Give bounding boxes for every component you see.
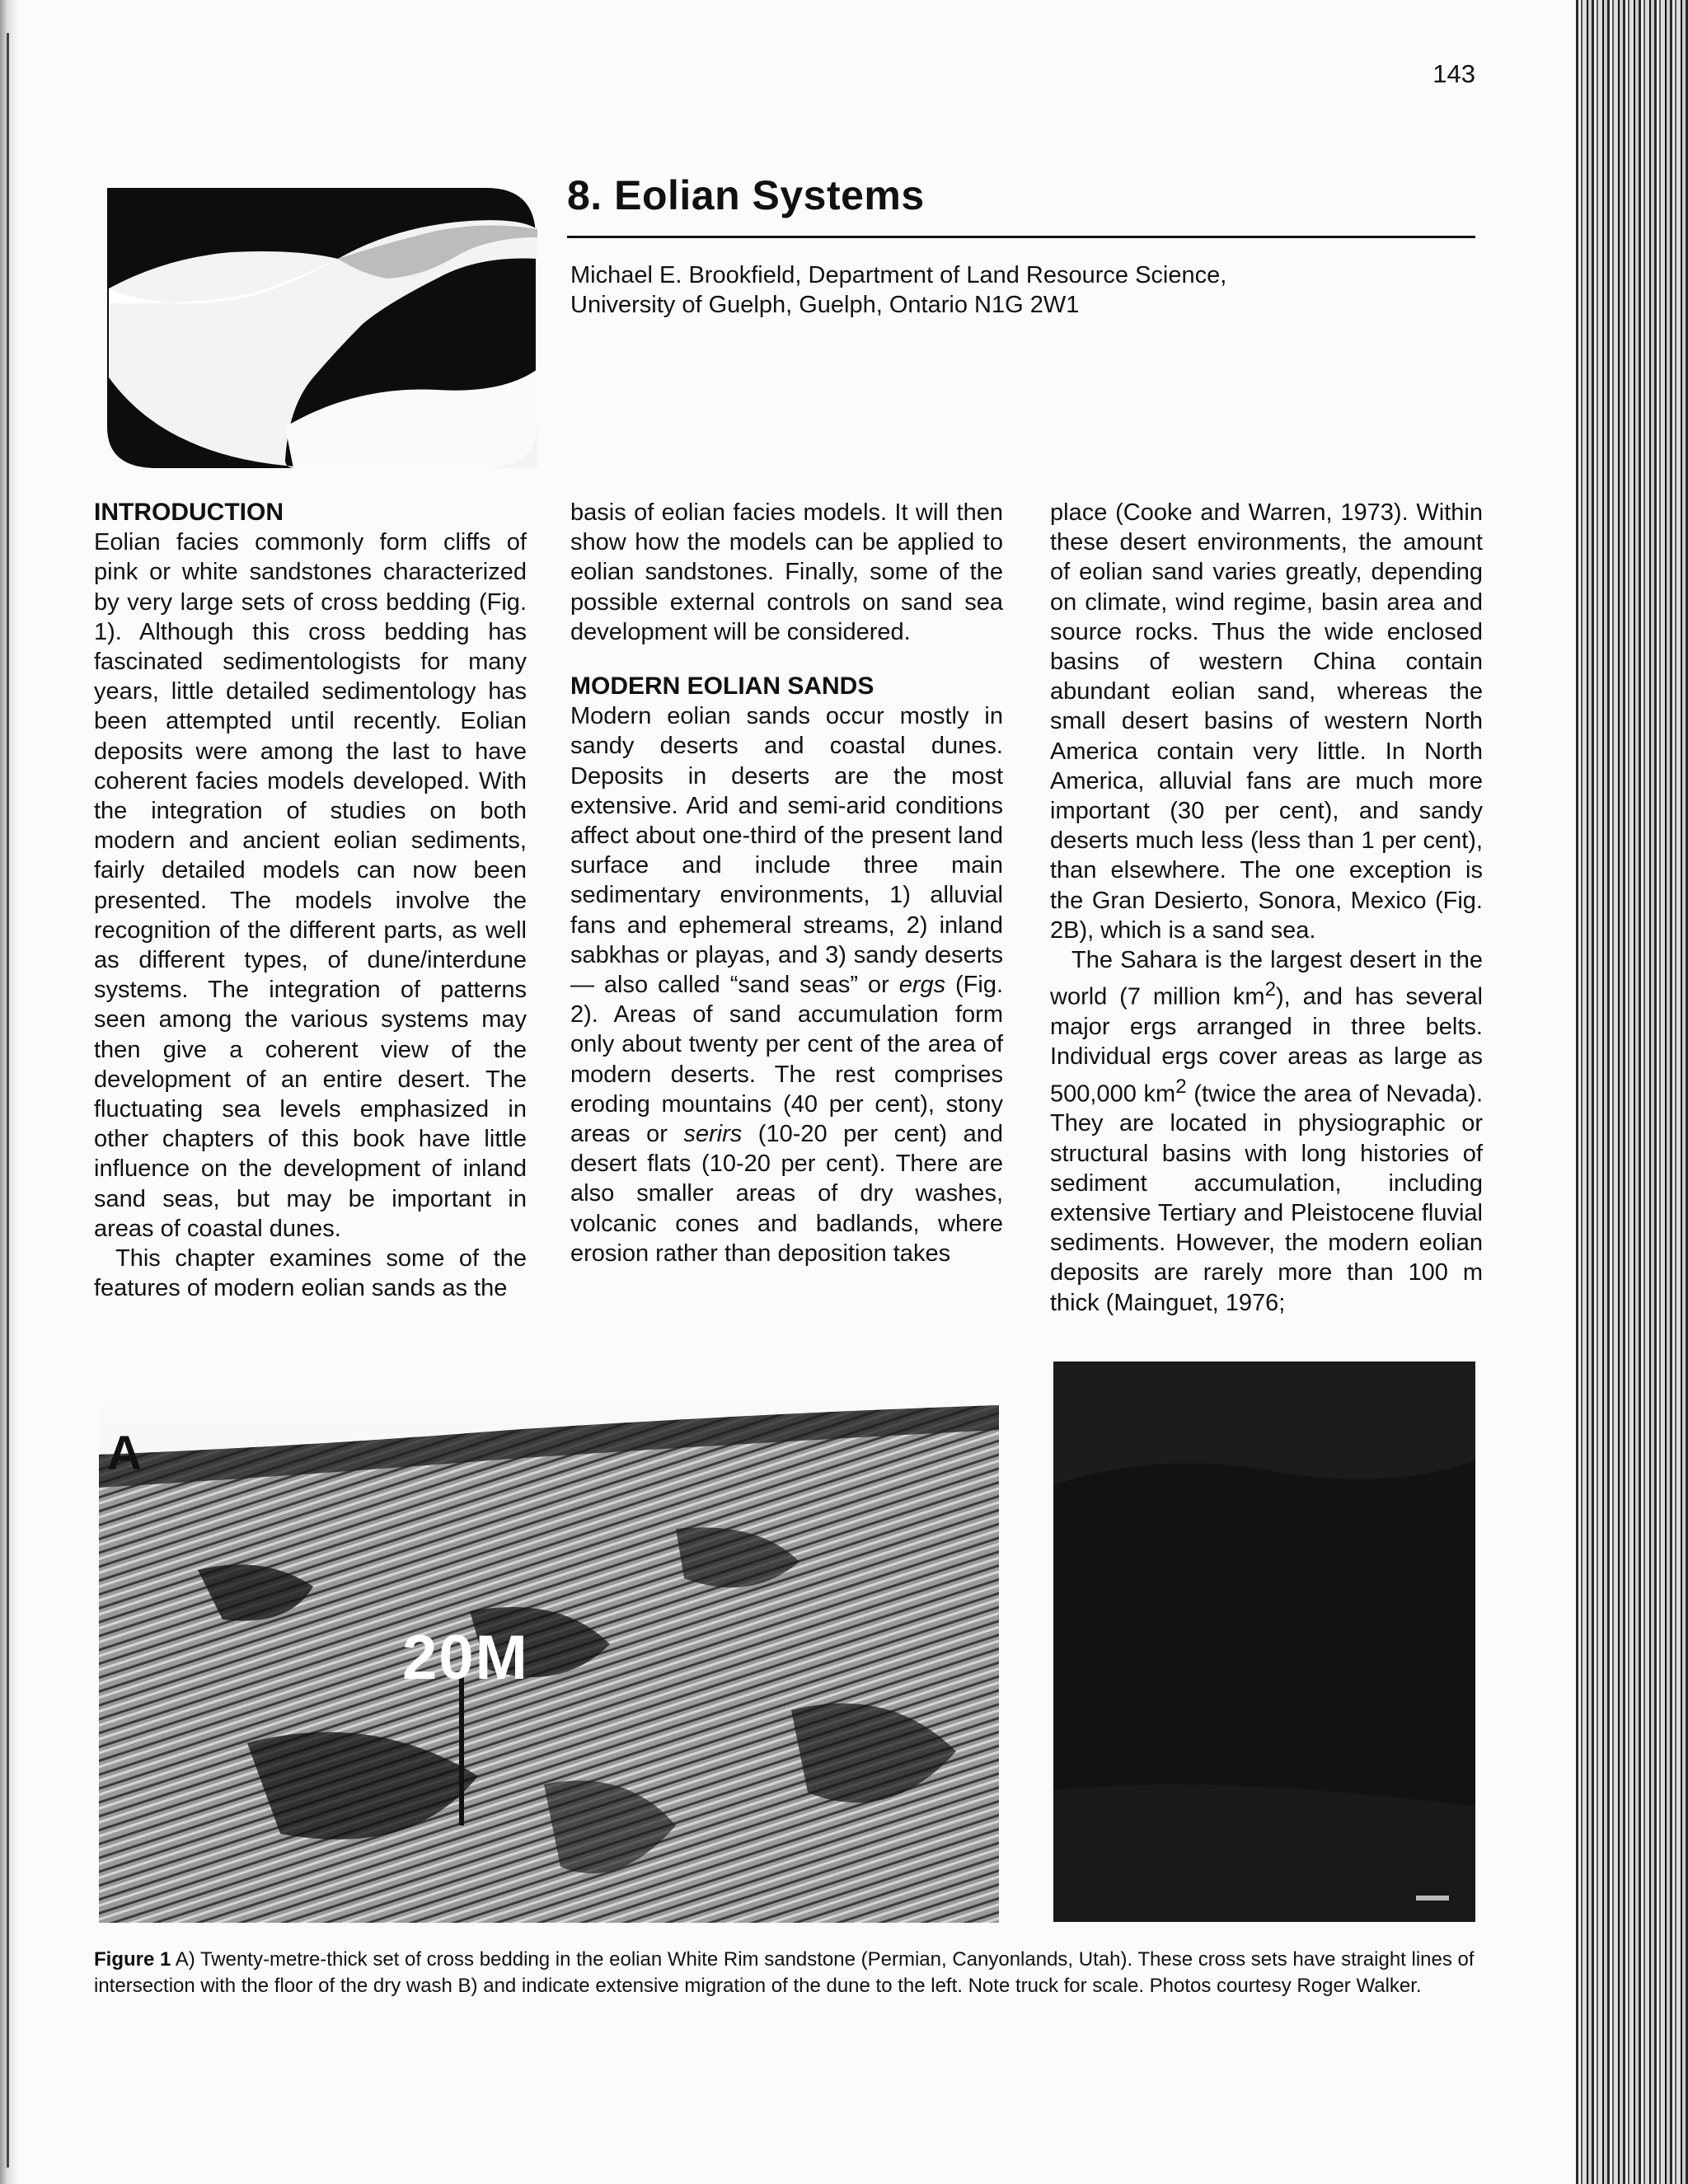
text-column-3 — [1050, 498, 1483, 1318]
italic-term: serirs — [683, 1121, 743, 1148]
paragraph-text: Modern eolian sands occur mostly in sandy deserts and coastal dunes. Deposits in deserts are the most extensive. Arid and semi-arid conditions affect about one-third of the present land surface and include three main sedimentary environments, 1) alluvial fans and ephemeral streams, 2) inland sabkhas or playas, and 3) sandy deserts — also called “sand seas” or — [570, 703, 1003, 999]
caption-label: Figure 1 — [94, 1948, 171, 1971]
italic-term: ergs — [898, 972, 946, 999]
author-affiliation-line-2: University of Guelph, Guelph, Ontario N1G 2W1 — [570, 292, 1080, 318]
paragraph-text: The Sahara is the largest desert in the world (7 million km — [1050, 947, 1483, 1010]
text-column-1 — [94, 498, 527, 1303]
paragraph-text: (Fig. 2). Areas of sand accumulation form only about twenty per cent of the area of modern deserts. The rest comprises eroding mountains (40 per cent), stony areas or — [570, 972, 1004, 1148]
paragraph — [1050, 945, 1483, 1318]
section-gap — [570, 647, 1003, 672]
section-heading-introduction: INTRODUCTION — [94, 499, 284, 526]
page-number: 143 — [1432, 59, 1475, 88]
paragraph — [570, 701, 1003, 1268]
scan-binding-strip — [1576, 0, 1688, 2184]
scan-left-edge — [0, 0, 18, 2184]
figure-panel-label-a: A — [107, 1427, 142, 1480]
title-rule — [567, 236, 1475, 238]
paragraph-text: (10-20 per cent) and desert flats (10-20 per cent). There are also smaller areas of dry washes, volcanic cones and badlands, where erosion rather than deposition takes — [570, 1121, 1003, 1267]
chapter-title: 8. Eolian Systems — [567, 172, 925, 218]
paragraph: basis of eolian facies models. It will then show how the models can be applied to eolian sandstones. Finally, some of the possible external controls on sand sea development will be considered. — [570, 499, 1003, 645]
paragraph: place (Cooke and Warren, 1973). Within these desert environments, the amount of eolian sand varies greatly, depending on climate, wind regime, basin area and source rocks. Thus the wide enclosed basins of western China contain abundant eolian sand, whereas the small desert basins of western North America contain very little. In North America, alluvial fans are much more important (30 per cent), and sandy deserts much less (less than 1 per cent), than elsewhere. The one exception is the Gran Desierto, Sonora, Mexico (Fig. 2B), which is a sand sea. — [1050, 499, 1483, 944]
author-affiliation-line-1: Michael E. Brookfield, Department of Land Resource Science, — [570, 262, 1227, 288]
caption-text: A) Twenty-metre-thick set of cross bedding in the eolian White Rim sandstone (Permian, Canyonlands, Utah). These cross sets have straight lines of intersection with the floor of the dry wash B) and indicate extensive migration of the dune to the left. Note truck for scale. Photos courtesy Roger Walker. — [94, 1948, 1475, 1997]
paragraph: Eolian facies commonly form cliffs of pink or white sandstones characterized by very large sets of cross bedding (Fig. 1). Although this cross bedding has fascinated sedimentologists for many years, little detailed sedimentology has been attempted until recently. Eolian deposits were among the last to have coherent facies models developed. With the integration of studies on both modern and ancient eolian sediments, fairly detailed models can now been presented. The models involve the recognition of the different parts, as well as different types, of dune/interdune systems. The integration of patterns seen among the various systems may then give a coherent view of the development of an entire desert. The fluctuating sea levels emphasized in other chapters of this book have little influence on the development of inland sand seas, but may be important in areas of coastal dunes. — [94, 529, 527, 1242]
superscript: 2 — [1264, 978, 1277, 1001]
text-column-2 — [570, 498, 1003, 1268]
figure-photo-b-dry-wash — [1053, 1361, 1475, 1922]
figure-caption — [94, 1947, 1479, 1999]
paragraph-text: (twice the area of Nevada). They are located in physiographic or structural basins with long histories of sediment accumulation, including extensive Tertiary and Pleistocene fluvial sediments. However, the modern eolian deposits are rarely more than 100 m thick (Mainguet, 1976; — [1050, 1080, 1484, 1316]
section-heading-modern-eolian-sands: MODERN EOLIAN SANDS — [570, 673, 874, 701]
chapter-logo-dune-icon — [91, 180, 552, 476]
scan-left-rule — [7, 33, 9, 2168]
paragraph-text: ), and has several major ergs arranged in three belts. Individual ergs cover areas as large as 500,000 km — [1050, 983, 1483, 1108]
paragraph: This chapter examines some of the features of modern eolian sands as the — [94, 1245, 527, 1302]
figure-scale-label: 20M — [402, 1623, 529, 1693]
superscript: 2 — [1175, 1075, 1187, 1098]
figure-photo-a-cross-bedding — [99, 1397, 999, 1923]
